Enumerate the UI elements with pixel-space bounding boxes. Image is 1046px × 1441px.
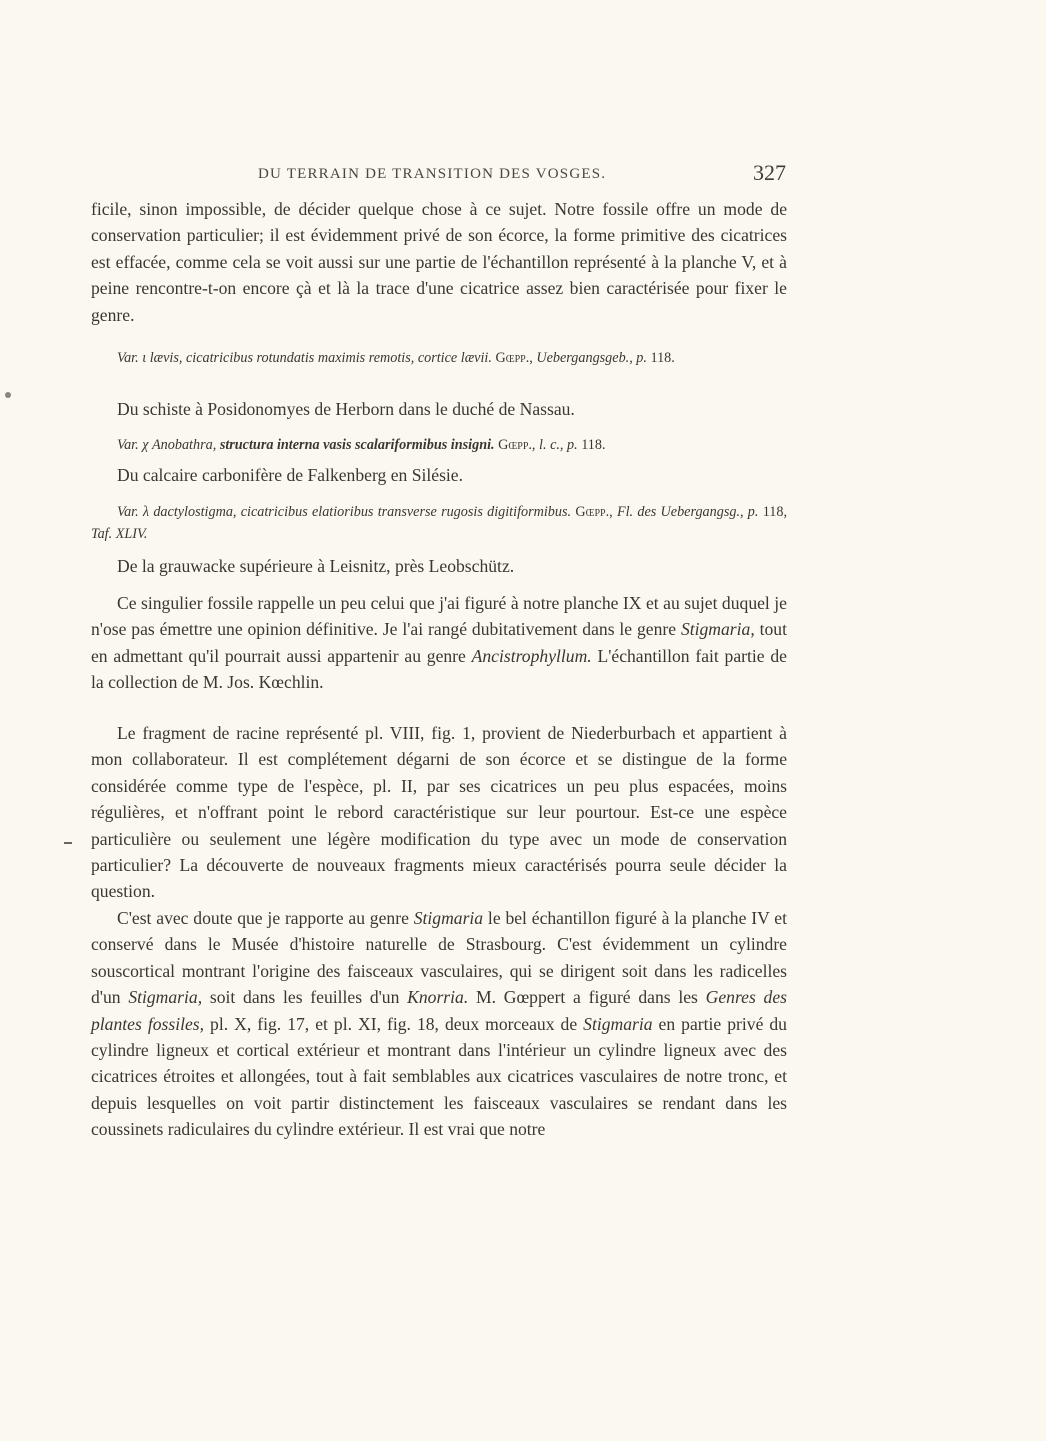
variety-lambda-ref: Fl. des Uebergangsg., p. — [616, 504, 759, 520]
variety-chi-prefix: Var. χ Anobathra, — [117, 437, 220, 453]
variety-lambda-author: Gœpp., — [571, 504, 617, 520]
paragraph-4-part-a: C'est avec doute que je rapporte au genre — [117, 908, 414, 928]
variety-lambda-taf: Taf. XLIV. — [91, 526, 148, 542]
genus-knorria: Knorria. — [407, 987, 469, 1008]
variety-chi-latin: structura interna vasis scalariformibus insigni. — [219, 437, 495, 453]
variety-iota-ref: Uebergangsgeb., p. — [536, 350, 647, 366]
locality-1 — [91, 396, 787, 422]
paragraph-4-text — [91, 905, 787, 1143]
genus-stigmaria-3: Stigmaria, — [128, 987, 203, 1008]
paragraph-3 — [91, 720, 787, 905]
paragraph-4 — [91, 905, 787, 1143]
variety-lambda-text — [91, 501, 787, 545]
book-title: Genres des plantes fossiles, — [91, 987, 787, 1034]
variety-iota-page: 118. — [646, 350, 675, 366]
paragraph-2-part-e: L'échantillon fait partie de la collection de M. Jos. Kœchlin. — [91, 645, 787, 693]
genus-stigmaria-2: Stigmaria — [413, 908, 484, 928]
paragraph-4-part-e: soit dans les feuilles d'un — [202, 987, 408, 1008]
genus-ancistrophyllum: Ancistrophyllum. — [471, 645, 592, 666]
variety-iota-prefix: Var. ι lævis, — [117, 350, 186, 366]
paragraph-4-part-g: M. Gœppert a figuré dans les — [468, 987, 706, 1008]
variety-chi-page: 118. — [577, 437, 606, 453]
variety-iota-author: Gœpp., — [491, 350, 537, 366]
margin-mark — [64, 842, 72, 844]
variety-iota-latin: cicatricibus rotundatis maximis remotis, cortice lævii. — [185, 350, 492, 366]
locality-1-text: Du schiste à Posidonomyes de Herborn dans le duché de Nassau. — [117, 399, 575, 419]
locality-3 — [91, 553, 787, 579]
variety-lambda-prefix: Var. λ dactylostigma, — [117, 504, 241, 520]
page-header — [86, 160, 786, 190]
locality-3-text: De la grauwacke supérieure à Leisnitz, près Leobschütz. — [117, 556, 515, 576]
locality-2 — [91, 462, 787, 488]
paragraph-4-part-k: en partie privé du cylindre ligneux et cortical extérieur et montrant dans l'intérieur un cylindre ligneux avec des cicatrices étroites et allongées, tout à fait semblables aux cicatrices vasculaires de notre tronc, et depuis lesquelles on voit partir distinctement les faisceaux vasculaires se rendant dans les coussinets radiculaires du cylindre extérieur. Il est vrai que notre — [91, 1013, 787, 1140]
paragraph-2-part-a: Ce singulier fossile rappelle un peu celui que j'ai figuré à notre planche IX et au sujet duquel je n'ose pas émettre une opinion définitive. Je l'ai rangé dubitativement dans le genre — [91, 593, 787, 640]
variety-chi-ref: l. c., p. — [539, 437, 578, 453]
paragraph-2-text — [91, 590, 787, 696]
variety-lambda — [91, 501, 787, 545]
paragraph-1 — [91, 196, 787, 328]
variety-iota — [91, 347, 787, 369]
paragraph-1-text: ficile, sinon impossible, de décider quelque chose à ce sujet. Notre fossile offre un mode de conservation particulier; il est évidemment privé de son écorce, la forme primitive des cicatrices est effacée, comme cela se voit aussi sur une partie de l'échantillon représenté à la planche V, et à peine rencontre-t-on encore çà et là la trace d'une cicatrice assez bien caractérisée pour fixer le genre. — [91, 199, 787, 325]
paragraph-3-text: Le fragment de racine représenté pl. VIII, fig. 1, provient de Niederburbach et appartient à mon collaborateur. Il est complétement dégarni de son écorce et se distingue de la forme considérée comme type de l'espèce, pl. II, par ses cicatrices un peu plus espacées, moins régulières, et n'offrant point le rebord caractéristique sur leur pourtour. Est-ce une espèce particulière ou seulement une légère modification du type avec un mode de conservation particulier? La découverte de nouveaux fragments mieux caractérisés pourra seule décider la question. — [91, 723, 787, 902]
page-number: 327 — [753, 160, 786, 185]
paper-speck — [5, 392, 11, 398]
genus-stigmaria-4: Stigmaria — [583, 1013, 653, 1034]
variety-chi-text — [91, 434, 787, 456]
locality-2-text: Du calcaire carbonifère de Falkenberg en Silésie. — [117, 465, 464, 485]
running-title: DU TERRAIN DE TRANSITION DES VOSGES. — [258, 166, 607, 182]
variety-lambda-latin: cicatricibus elatioribus transverse rugosis digitiformibus. — [240, 504, 572, 520]
variety-iota-text — [91, 347, 787, 369]
paragraph-4-part-i: pl. X, fig. 17, et pl. XI, fig. 18, deux morceaux de — [204, 1013, 584, 1034]
genus-stigmaria: Stigmaria, — [680, 619, 755, 640]
paragraph-4-part-c: le bel échantillon figuré à la planche IV et conservé dans le Musée d'histoire naturelle de Strasbourg. C'est évidemment un cylindre souscortical montrant l'origine des faisceaux vasculaires, qui se dirigent soit dans les radicelles d'un — [91, 908, 787, 1008]
variety-chi — [91, 434, 787, 456]
paragraph-2-part-c: tout en admettant qu'il pourrait aussi appartenir au genre — [91, 619, 787, 666]
paragraph-2 — [91, 590, 787, 696]
variety-chi-author: Gœpp., — [494, 437, 540, 453]
variety-lambda-page: 118, — [758, 504, 787, 520]
